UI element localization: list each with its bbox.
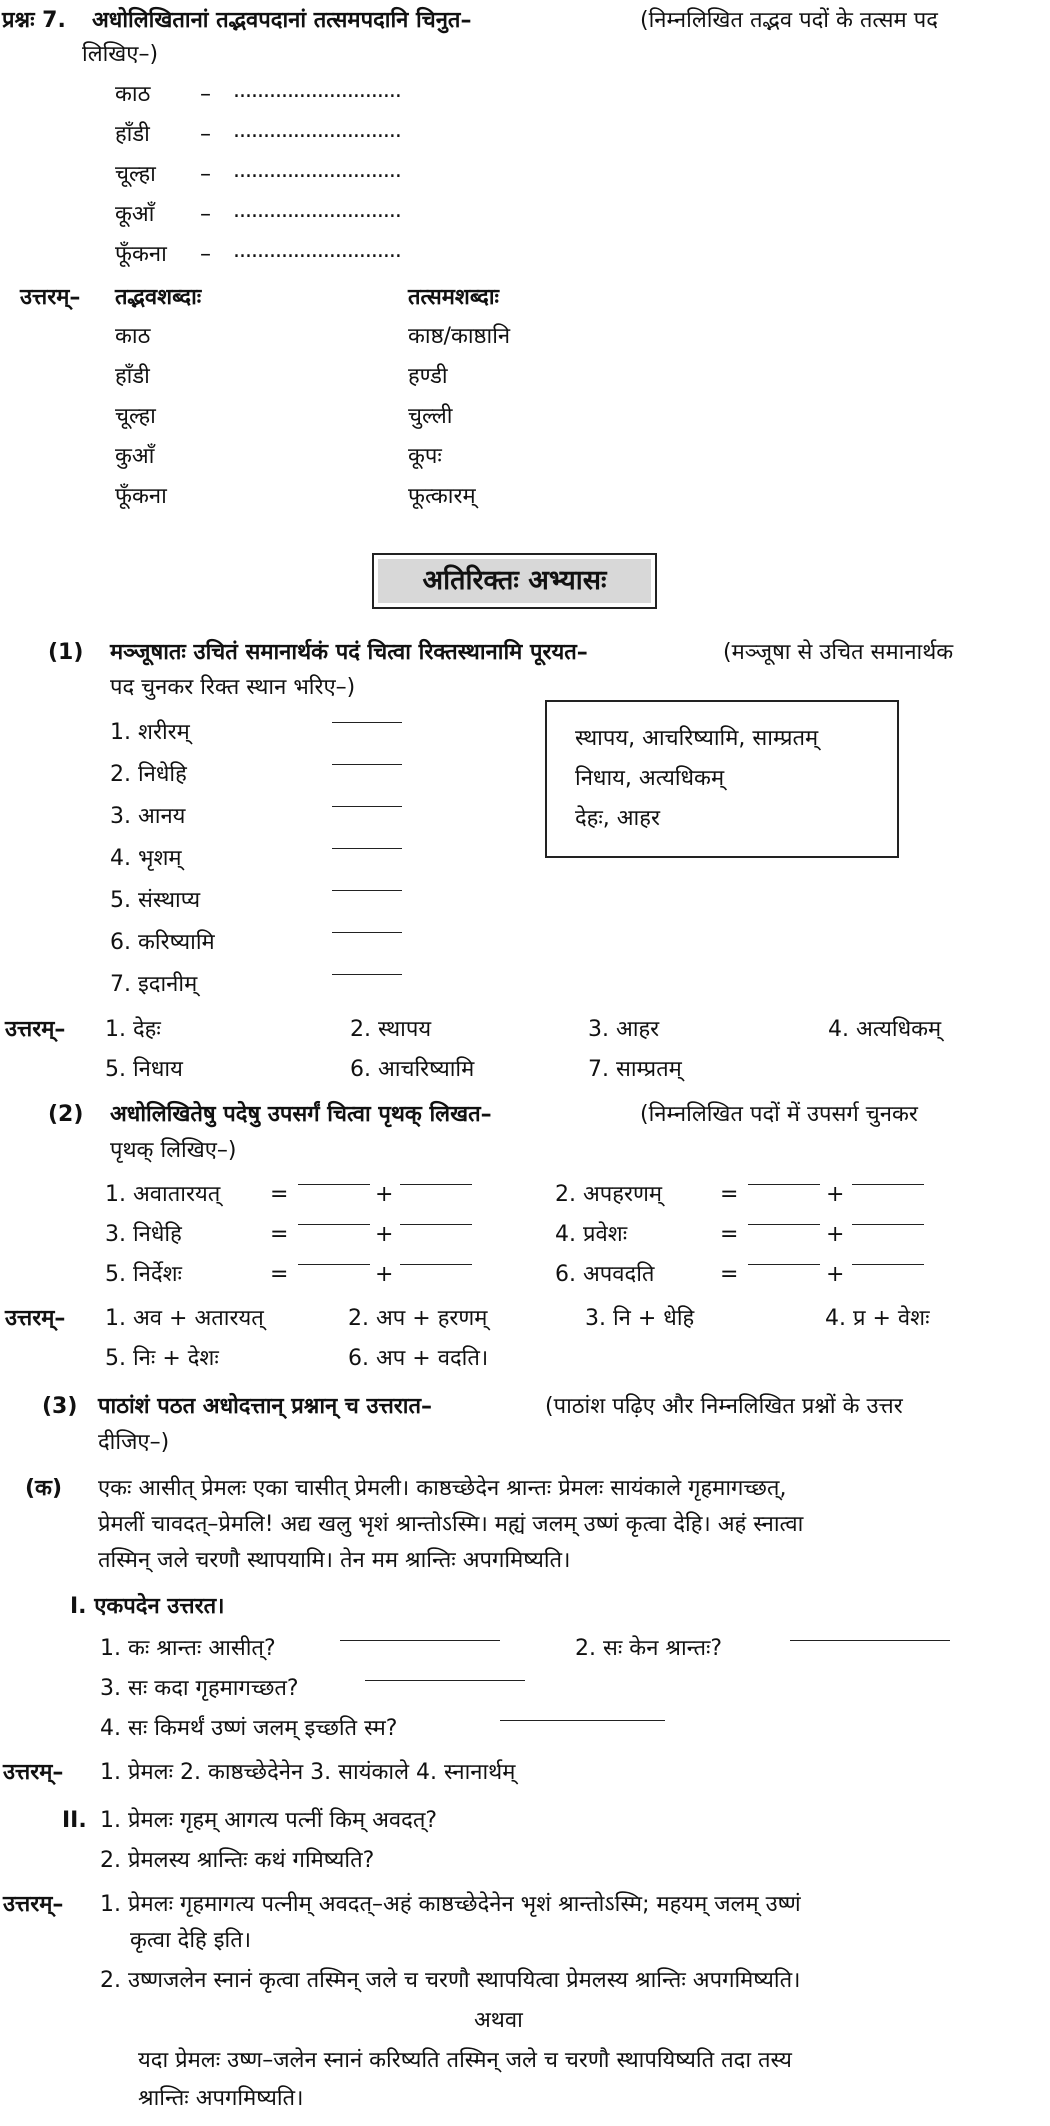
answer-item: 4. अत्यधिकम् bbox=[828, 1017, 942, 1042]
exercise-number: (3) bbox=[42, 1394, 78, 1419]
answer-blank bbox=[748, 1264, 820, 1265]
answer-blank bbox=[332, 890, 402, 891]
answer-blank bbox=[332, 806, 402, 807]
list-item: चूल्हा bbox=[115, 162, 156, 187]
list-item: 4. प्रवेशः bbox=[555, 1222, 628, 1247]
answer-blank bbox=[332, 932, 402, 933]
list-item: 7. इदानीम् bbox=[110, 972, 198, 997]
table-cell: फूत्कारम् bbox=[408, 484, 476, 509]
word-box bbox=[545, 700, 899, 858]
question-item: 2. सः केन श्रान्तः? bbox=[575, 1636, 723, 1661]
dash: – bbox=[200, 242, 211, 267]
plus-sign: + bbox=[826, 1222, 845, 1247]
answer-blank bbox=[852, 1224, 924, 1225]
answer-text: श्रान्तिः अपगमिष्यति। bbox=[138, 2086, 304, 2111]
answer-item: 7. साम्प्रतम् bbox=[588, 1057, 682, 1082]
list-item: 4. भृशम् bbox=[110, 846, 182, 871]
equals-sign: = bbox=[720, 1222, 739, 1247]
section-title: अतिरिक्तः अभ्यासः bbox=[422, 565, 607, 596]
list-item: हाँडी bbox=[115, 122, 150, 147]
plus-sign: + bbox=[375, 1262, 394, 1287]
list-item: 2. अपहरणम् bbox=[555, 1182, 663, 1207]
answer-text: 2. उष्णजलेन स्नानं कृत्वा तस्मिन् जले च चरणौ स्थापयित्वा प्रेमलस्य श्रान्तिः अपगमिष्यति। bbox=[100, 1968, 801, 1993]
exercise-hint: (निम्नलिखित पदों में उपसर्ग चुनकर bbox=[640, 1102, 918, 1127]
part-heading: I. एकपदेन उत्तरत। bbox=[70, 1594, 225, 1619]
passage-line: एकः आसीत् प्रेमलः एका चासीत् प्रेमली। काष्ठच्छेदेन श्रान्तः प्रेमलः सायंकाले गृहमागच्छत्, bbox=[98, 1476, 787, 1501]
answer-blank: ............................ bbox=[233, 158, 401, 183]
answer-blank bbox=[365, 1680, 525, 1681]
answer-blank: ............................ bbox=[233, 78, 401, 103]
answer-text: 1. प्रेमलः गृहमागत्य पत्नीम् अवदत्–अहं काष्ठच्छेदेनेन भृशं श्रान्तोऽस्मि; महयम् जलम् उष्णं bbox=[100, 1892, 801, 1917]
exercise-title: अधोलिखितेषु पदेषु उपसर्गं चित्वा पृथक् लिखत– bbox=[110, 1102, 492, 1127]
dash: – bbox=[200, 202, 211, 227]
answer-label: उत्तरम्– bbox=[3, 1892, 64, 1917]
list-item: 1. शरीरम् bbox=[110, 720, 190, 745]
column-header: तत्समशब्दाः bbox=[408, 285, 499, 310]
list-item: 2. निधेहि bbox=[110, 762, 187, 787]
exercise-title: पाठांशं पठत अधोदत्तान् प्रश्नान् च उत्तरात– bbox=[98, 1394, 433, 1419]
list-item: 5. निर्देशः bbox=[105, 1262, 182, 1287]
table-cell: कूपः bbox=[408, 444, 442, 469]
answer-blank bbox=[332, 848, 402, 849]
plus-sign: + bbox=[375, 1222, 394, 1247]
answer-blank bbox=[852, 1184, 924, 1185]
plus-sign: + bbox=[826, 1182, 845, 1207]
answer-item: 6. आचरिष्यामि bbox=[350, 1057, 475, 1082]
question-title: अधोलिखितानां तद्भवपदानां तत्समपदानि चिनुत– bbox=[92, 8, 472, 33]
answer-blank: ............................ bbox=[233, 198, 401, 223]
answer-blank bbox=[400, 1264, 472, 1265]
equals-sign: = bbox=[720, 1262, 739, 1287]
question-item: 2. प्रेमलस्य श्रान्तिः कथं गमिष्यति? bbox=[100, 1848, 375, 1873]
plus-sign: + bbox=[826, 1262, 845, 1287]
dash: – bbox=[200, 122, 211, 147]
passage-line: तस्मिन् जले चरणौ स्थापयामि। तेन मम श्रान्तिः अपगमिष्यति। bbox=[98, 1548, 571, 1573]
column-header: तद्भवशब्दाः bbox=[115, 285, 202, 310]
answer-blank: ............................ bbox=[233, 238, 401, 263]
list-item: 3. आनय bbox=[110, 804, 186, 829]
answer-blank bbox=[400, 1224, 472, 1225]
answer-item: 2. अप + हरणम् bbox=[348, 1306, 488, 1331]
answer-text: कृत्वा देहि इति। bbox=[130, 1928, 252, 1953]
list-item: 6. अपवदति bbox=[555, 1262, 655, 1287]
exercise-hint: (मञ्जूषा से उचित समानार्थक bbox=[723, 640, 954, 665]
table-cell: काठ bbox=[115, 324, 151, 349]
list-item: 1. अवातारयत् bbox=[105, 1182, 221, 1207]
table-cell: कुआँ bbox=[115, 444, 155, 469]
answer-blank bbox=[298, 1184, 370, 1185]
list-item: 6. करिष्यामि bbox=[110, 930, 215, 955]
word-box-line: स्थापय, आचरिष्यामि, साम्प्रतम् bbox=[575, 726, 819, 751]
answer-item: 4. प्र + वेशः bbox=[825, 1306, 930, 1331]
equals-sign: = bbox=[720, 1182, 739, 1207]
answer-item: 1. अव + अतारयत् bbox=[105, 1306, 264, 1331]
question-item: 1. प्रेमलः गृहम् आगत्य पत्नीं किम् अवदत्? bbox=[100, 1808, 438, 1833]
list-item: 5. संस्थाप्य bbox=[110, 888, 201, 913]
plus-sign: + bbox=[375, 1182, 394, 1207]
answer-item: 1. देहः bbox=[105, 1017, 161, 1042]
answer-blank bbox=[298, 1264, 370, 1265]
dash: – bbox=[200, 82, 211, 107]
answer-text: यदा प्रेमलः उष्ण–जलेन स्नानं करिष्यति तस्मिन् जले च चरणौ स्थापयिष्यति तदा तस्य bbox=[138, 2048, 792, 2073]
exercise-hint: दीजिए–) bbox=[98, 1430, 170, 1455]
answer-blank bbox=[500, 1720, 665, 1721]
answer-label: उत्तरम्– bbox=[20, 285, 81, 310]
answer-blank bbox=[332, 974, 402, 975]
table-cell: चुल्ली bbox=[408, 404, 453, 429]
list-item: फूँकना bbox=[115, 242, 167, 267]
question-hint: लिखिए–) bbox=[82, 42, 159, 67]
answer-item: 2. स्थापय bbox=[350, 1017, 432, 1042]
answer-blank bbox=[400, 1184, 472, 1185]
question-item: 3. सः कदा गृहमागच्छत? bbox=[100, 1676, 299, 1701]
question-number: प्रश्नः 7. bbox=[2, 8, 66, 33]
equals-sign: = bbox=[270, 1182, 289, 1207]
answer-label: उत्तरम्– bbox=[5, 1306, 66, 1331]
answer-blank bbox=[332, 722, 402, 723]
answer-blank bbox=[748, 1184, 820, 1185]
answer-item: 5. निधाय bbox=[105, 1057, 183, 1082]
answer-label: उत्तरम्– bbox=[3, 1760, 64, 1785]
list-item: काठ bbox=[115, 82, 151, 107]
passage-label: (क) bbox=[25, 1476, 63, 1501]
exercise-hint: पद चुनकर रिक्त स्थान भरिए–) bbox=[110, 675, 356, 700]
answer-item: 3. आहर bbox=[588, 1017, 660, 1042]
exercise-title: मञ्जूषातः उचितं समानार्थकं पदं चित्वा रिक्तस्थानामि पूरयत– bbox=[110, 640, 588, 665]
dash: – bbox=[200, 162, 211, 187]
table-cell: फूँकना bbox=[115, 484, 167, 509]
answer-item: 6. अप + वदति। bbox=[348, 1346, 489, 1371]
answer-blank: ............................ bbox=[233, 118, 401, 143]
answer-blank bbox=[790, 1640, 950, 1641]
table-cell: हण्डी bbox=[408, 364, 448, 389]
question-item: 4. सः किमर्थं उष्णं जलम् इच्छति स्म? bbox=[100, 1716, 398, 1741]
exercise-hint: (पाठांश पढ़िए और निम्नलिखित प्रश्नों के उत्तर bbox=[545, 1394, 903, 1419]
answer-label: उत्तरम्– bbox=[5, 1017, 66, 1042]
list-item: कूआँ bbox=[115, 202, 155, 227]
answer-blank bbox=[332, 764, 402, 765]
answer-blank bbox=[340, 1640, 500, 1641]
word-box-line: देहः, आहर bbox=[575, 806, 660, 831]
exercise-number: (1) bbox=[48, 640, 84, 665]
word-box-line: निधाय, अत्यधिकम् bbox=[575, 766, 725, 791]
question-hint: (निम्नलिखित तद्भव पदों के तत्सम पद bbox=[640, 8, 938, 33]
section-title-box bbox=[372, 553, 657, 609]
answer-blank bbox=[298, 1224, 370, 1225]
table-cell: काष्ठ/काष्ठानि bbox=[408, 324, 511, 349]
question-item: 1. कः श्रान्तः आसीत्? bbox=[100, 1636, 276, 1661]
answer-text: 1. प्रेमलः 2. काष्ठच्छेदेनेन 3. सायंकाले 4. स्नानार्थम् bbox=[100, 1760, 516, 1785]
answer-blank bbox=[748, 1224, 820, 1225]
passage-line: प्रेमलीं चावदत्–प्रेमलि! अद्य खलु भृशं श्रान्तोऽस्मि। मह्यं जलम् उष्णं कृत्वा देहि। अहं स्नात्वा bbox=[98, 1512, 804, 1537]
equals-sign: = bbox=[270, 1222, 289, 1247]
part-heading: II. bbox=[62, 1808, 87, 1833]
table-cell: चूल्हा bbox=[115, 404, 156, 429]
table-cell: हाँडी bbox=[115, 364, 150, 389]
answer-blank bbox=[852, 1264, 924, 1265]
answer-item: 3. नि + धेहि bbox=[585, 1306, 695, 1331]
or-separator: अथवा bbox=[474, 2008, 523, 2033]
exercise-number: (2) bbox=[48, 1102, 84, 1127]
equals-sign: = bbox=[270, 1262, 289, 1287]
exercise-hint: पृथक् लिखिए–) bbox=[110, 1138, 237, 1163]
list-item: 3. निधेहि bbox=[105, 1222, 182, 1247]
answer-item: 5. निः + देशः bbox=[105, 1346, 219, 1371]
